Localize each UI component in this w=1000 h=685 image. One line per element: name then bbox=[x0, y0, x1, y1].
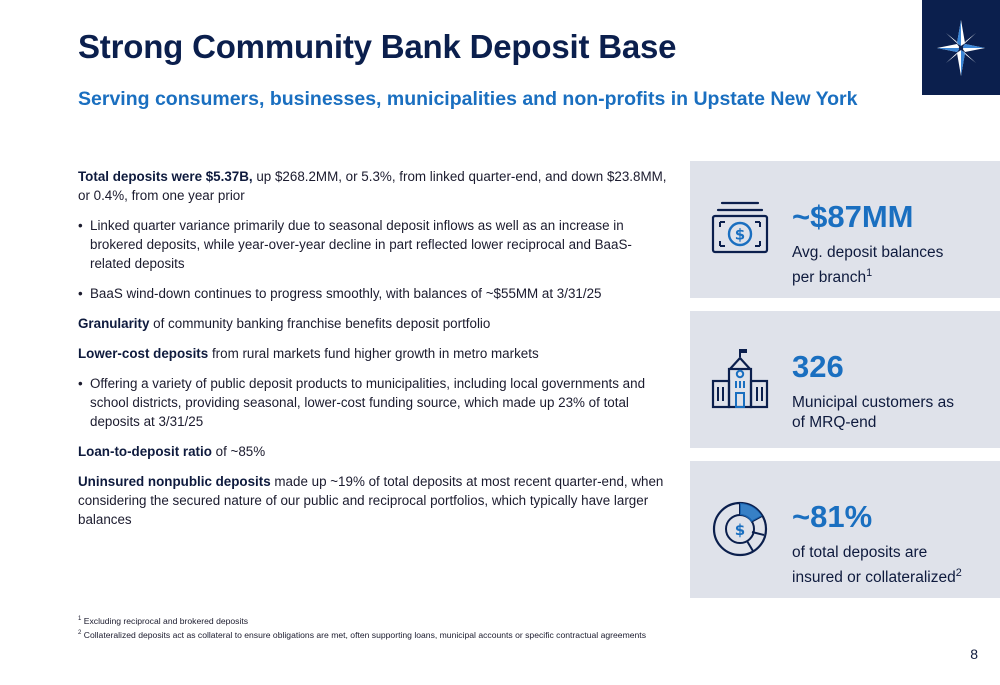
footnote-number: 2 bbox=[78, 629, 82, 636]
stat-label-line2: of MRQ-end bbox=[792, 414, 877, 431]
stat-label-line2: per branch bbox=[792, 269, 867, 287]
stat-box-deposit-balances bbox=[690, 161, 1000, 298]
granularity-text: of community banking franchise benefits deposit portfolio bbox=[149, 316, 491, 331]
footnote-ref: 2 bbox=[955, 567, 962, 579]
uninsured-text: made up ~19% of total deposits at most recent quarter-end, when considering the secured nature of our public and reciprocal portfolios, which typically have larger balances bbox=[78, 474, 664, 527]
uninsured-bold: Uninsured nonpublic deposits bbox=[78, 474, 271, 489]
deposits-paragraph bbox=[78, 167, 668, 205]
loan-deposit-paragraph bbox=[78, 442, 668, 461]
footnote-ref: 1 bbox=[866, 267, 873, 279]
footnote-1 bbox=[78, 613, 646, 627]
bullet-public-deposits: • Offering a variety of public deposit products to municipalities, including local governments and school districts, providing seasonal, lower-cost funding source, which made up 23% of total deposits at 3/31/25 bbox=[78, 374, 668, 431]
loan-deposit-text: of ~85% bbox=[211, 444, 266, 459]
page-number: 8 bbox=[970, 646, 978, 662]
bullet-baas: • BaaS wind-down continues to progress smoothly, with balances of ~$55MM at 3/31/25 bbox=[78, 284, 668, 303]
stat-value: 326 bbox=[792, 349, 844, 384]
stat-label bbox=[792, 543, 992, 588]
lower-cost-bold: Lower-cost deposits bbox=[78, 346, 209, 361]
star-logo-icon bbox=[933, 16, 989, 80]
stat-label-line2: insured or collateralized bbox=[792, 569, 956, 587]
company-logo bbox=[922, 0, 1000, 95]
uninsured-paragraph bbox=[78, 472, 668, 529]
footnote-text: Collateralized deposits act as collateral to ensure obligations are met, often supporting loans, municipal accounts or specific contractual agreements bbox=[81, 629, 646, 640]
footnote-2 bbox=[78, 627, 646, 641]
stat-label-line1: of total deposits are bbox=[792, 544, 928, 561]
svg-text:$: $ bbox=[734, 521, 746, 539]
body-text bbox=[78, 167, 668, 540]
stat-label bbox=[792, 393, 992, 433]
stat-label-line1: Municipal customers as bbox=[792, 394, 954, 411]
stat-box-insured-deposits bbox=[690, 461, 1000, 598]
loan-deposit-bold: Loan-to-deposit ratio bbox=[78, 444, 212, 459]
stat-box-municipal-customers bbox=[690, 311, 1000, 448]
bullet-linked-quarter: • Linked quarter variance primarily due to seasonal deposit inflows as well as an increase in brokered deposits, while year-over-year decline in part reflected lower reciprocal and BaaS-related deposits bbox=[78, 216, 668, 273]
footnotes bbox=[78, 613, 646, 641]
lower-cost-text: from rural markets fund higher growth in metro markets bbox=[208, 346, 539, 361]
money-bill-icon bbox=[710, 195, 770, 261]
granularity-bold: Granularity bbox=[78, 316, 150, 331]
page-title: Strong Community Bank Deposit Base bbox=[78, 28, 677, 65]
stat-value: ~$87MM bbox=[792, 199, 914, 234]
stat-label-line1: Avg. deposit balances bbox=[792, 244, 944, 261]
footnote-text: Excluding reciprocal and brokered deposits bbox=[81, 615, 249, 626]
stat-value: ~81% bbox=[792, 499, 873, 534]
stat-label bbox=[792, 243, 992, 288]
footnote-number: 1 bbox=[78, 616, 82, 622]
granularity-paragraph bbox=[78, 314, 668, 333]
svg-text:$: $ bbox=[734, 225, 746, 244]
lower-cost-paragraph bbox=[78, 344, 668, 363]
dollar-pie-chart-icon bbox=[710, 495, 770, 561]
municipal-building-icon bbox=[710, 345, 770, 411]
deposits-bold: Total deposits were $5.37B, bbox=[78, 169, 253, 184]
page-subtitle: Serving consumers, businesses, municipalities and non-profits in Upstate New York bbox=[78, 88, 858, 110]
deposits-text: up $268.2MM, or 5.3%, from linked quarter-end, and down $23.8MM, or 0.4%, from one year prior bbox=[78, 169, 667, 203]
